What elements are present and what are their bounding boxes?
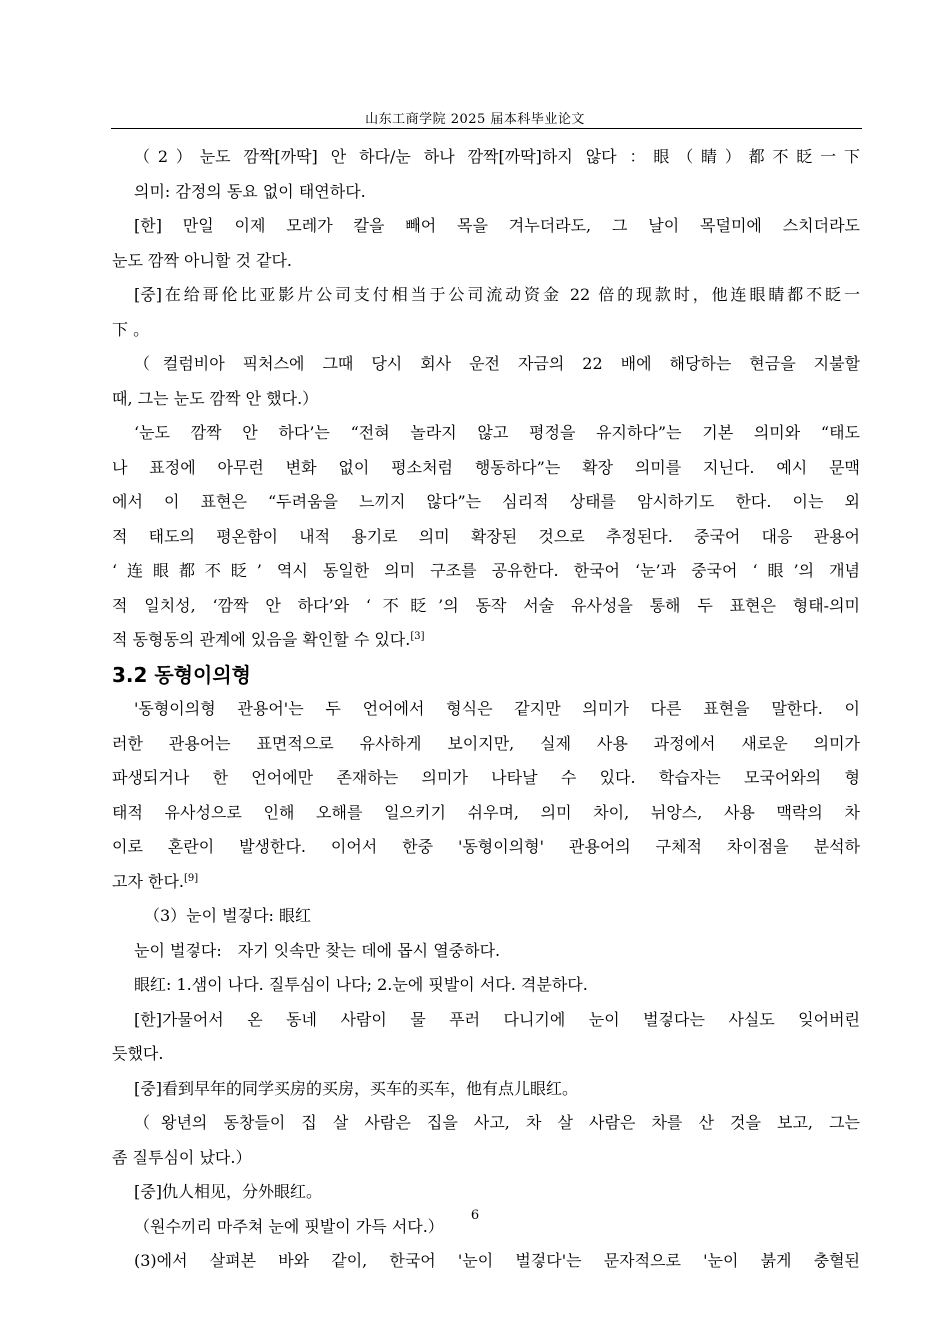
text-line [112,1141,860,1176]
text-line [112,382,860,417]
line-text: 적 태도의 평온함이 내적 용기로 의미 확장된 것으로 추정된다. 중국어 대응 관용어 [112,526,860,546]
text-line [112,485,860,520]
text-line [112,1106,860,1141]
line-text: 의미: 감정의 동요 없이 태연하다. [134,181,366,201]
text-line [112,347,860,382]
line-text: 적 동형동의 관계에 있음을 확인할 수 있다. [112,630,411,649]
line-text: ‘连眼都不眨’ 역시 동일한 의미 구조를 공유한다. 한국어 ‘눈’과 중국어 ‘眼’의 개념 [112,561,860,580]
text-line [112,727,860,762]
text-line [112,451,860,486]
citation-marker: [3] [410,631,425,642]
text-line [112,1175,860,1210]
text-line [112,278,860,313]
line-text: 때, 그는 눈도 깜짝 안 했다.） [112,388,319,408]
text-line [112,830,860,865]
text-line [112,796,860,831]
citation-marker: [9] [184,872,199,884]
text-line [112,1072,860,1107]
header-rule [111,128,862,129]
running-header: 山东工商学院 2025 届本科毕业论文 [365,112,585,127]
text-line [112,244,860,279]
body-text [112,140,860,1279]
text-line [112,589,860,624]
line-text: [중]仇人相见，分外眼红。 [134,1182,322,1201]
line-text: （컬럼비아 픽처스에 그때 당시 회사 운전 자금의 22 배에 해당하는 현금을 지불할 [134,354,860,373]
line-text: 이로 혼란이 발생한다. 이어서 한중 '동형이의형' 관용어의 구체적 차이점을 분석하 [112,837,860,856]
line-text: [한] 만일 이제 모레가 칼을 빼어 목을 겨누더라도, 그 날이 목덜미에 스치더라도 [134,216,860,235]
text-line [112,761,860,796]
text-line [112,416,860,451]
line-text: 태적 유사성으로 인해 오해를 일으키기 쉬우며, 의미 차이, 뉘앙스, 사용 맥락의 차 [112,802,860,822]
line-text: 듯했다. [112,1044,164,1063]
line-text: [중]在给哥伦比亚影片公司支付相当于公司流动资金 22 倍的现款时，他连眼睛都不眨一 [134,285,860,304]
text-line [112,209,860,244]
text-line [112,934,860,969]
line-text: 고자 한다. [112,871,184,891]
section-heading [112,658,860,693]
text-line [112,520,860,555]
line-text: 나 표정에 아무런 변화 없이 평소처럼 행동하다”는 확장 의미를 지닌다. 예시 문맥 [112,457,860,477]
line-text: （3）눈이 벌겋다: 眼红 [144,906,312,925]
line-text: （원수끼리 마주쳐 눈에 핏발이 가득 서다.） [134,1216,444,1236]
text-line [112,968,860,1003]
line-text: 적 일치성, ‘깜짝 안 하다’와 ‘不眨’의 동작 서술 유사성을 통해 두 표현은 형태-의미 [112,595,860,615]
line-text: （왕년의 동창들이 집 살 사람은 집을 사고, 차 살 사람은 차를 산 것을 보고, 그는 [134,1113,860,1132]
text-line [112,313,860,348]
text-line [112,899,860,934]
line-text: [한]가물어서 온 동네 사람이 물 푸러 다니기에 눈이 벌겋다는 사실도 잊어버린 [134,1009,860,1029]
line-text: 眼红: 1.샘이 나다. 질투심이 나다; 2.눈에 핏발이 서다. 격분하다. [134,975,588,994]
text-line [112,1037,860,1072]
line-text: 좀 질투심이 났다.） [112,1147,252,1167]
line-text: 파생되거나 한 언어에만 존재하는 의미가 나타날 수 있다. 학습자는 모국어와의 형 [112,768,860,787]
text-line [112,692,860,727]
text-line [112,865,860,900]
line-text: 3.2 동형이의형 [112,662,251,687]
line-text: 러한 관용어는 표면적으로 유사하게 보이지만, 실제 사용 과정에서 새로운 의미가 [112,733,860,753]
line-text: 에서 이 표현은 “두려움을 느끼지 않다”는 심리적 상태를 암시하기도 한다. 이는 외 [112,492,860,511]
line-text: 下 。 [112,319,150,339]
line-text: [중]看到早年的同学买房的买房，买车的买车，他有点儿眼红。 [134,1078,578,1098]
line-text: ‘눈도 깜짝 안 하다’는 “전혀 놀라지 않고 평정을 유지하다”는 기본 의미와 “태도 [134,423,860,442]
text-line [112,1244,860,1279]
line-text: (3)에서 살펴본 바와 같이, 한국어 '눈이 벌겋다'는 문자적으로 '눈이 붉게 충혈된 [134,1251,860,1270]
line-text: '동형이의형 관용어'는 두 언어에서 형식은 같지만 의미가 다른 표현을 말한다. 이 [134,699,860,718]
text-line [112,554,860,589]
text-line [112,175,860,210]
line-text: 눈이 벌겋다: 자기 잇속만 찾는 데에 몹시 열중하다. [134,940,501,960]
page-number: 6 [470,1208,480,1223]
text-line [112,623,860,658]
text-line [112,140,860,175]
line-text: （2）눈도 깜짝[까딱] 안 하다/눈 하나 깜짝[까딱]하지 않다 ：眼（睛）都不眨一下 [134,147,860,166]
text-line [112,1003,860,1038]
line-text: 눈도 깜짝 아니할 것 같다. [112,250,292,270]
